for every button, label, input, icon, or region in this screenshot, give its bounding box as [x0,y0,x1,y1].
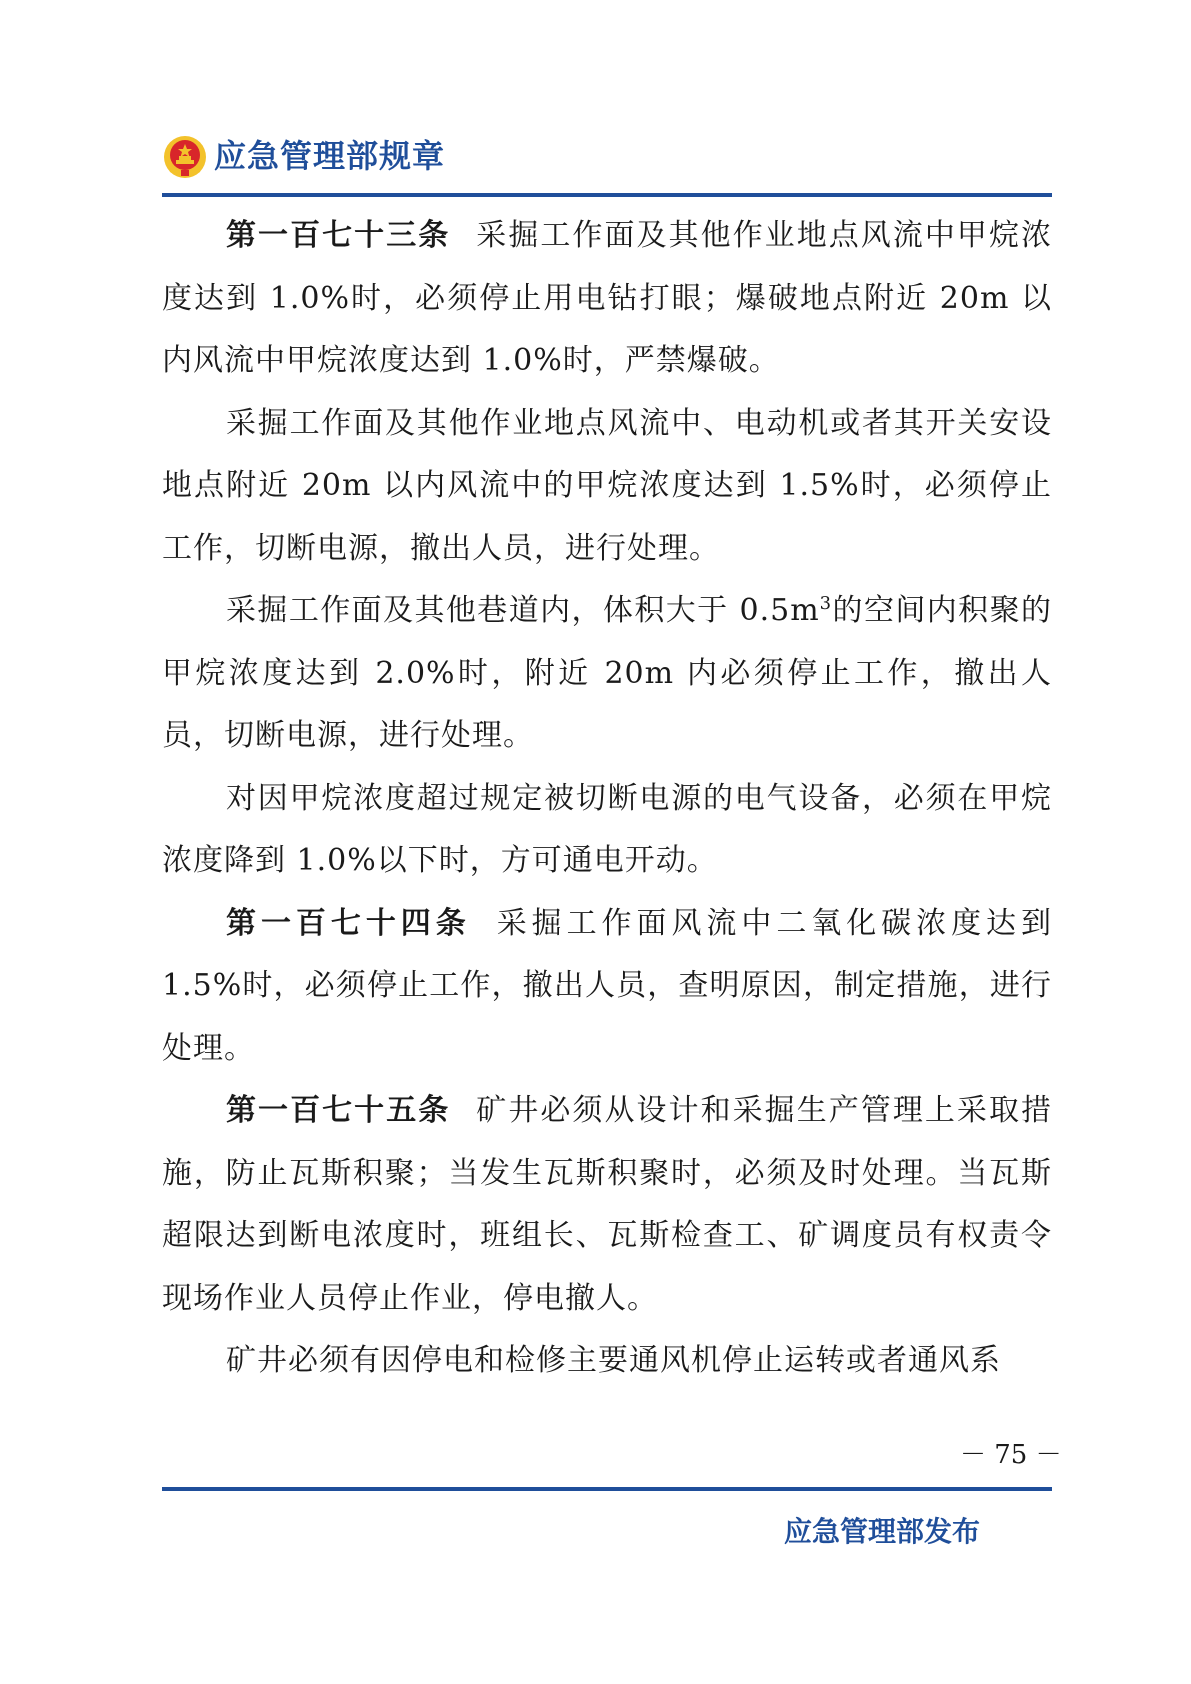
paragraph-text: 对因甲烷浓度超过规定被切断电源的电气设备，必须在甲烷浓度降到 1.0%以下时，方可通电开动。 [162,780,1052,878]
paragraph-text: 采掘工作面风流中二氧化碳浓度达到 1.5%时，必须停止工作，撤出人员，查明原因，制定措施，进行处理。 [162,905,1053,1066]
paragraph-text: 矿井必须从设计和采掘生产管理上采取措施，防止瓦斯积聚；当发生瓦斯积聚时，必须及时处理。当瓦斯超限达到断电浓度时，班组长、瓦斯检查工、矿调度员有权责令现场作业人员停止作业，停电撤人。 [162,1093,1053,1316]
paragraph-text: 矿井必须有因停电和检修主要通风机停止运转或者通风系 [226,1343,1001,1378]
article-number: 第一百七十四条 [226,905,471,941]
document-header [162,128,1052,192]
paragraph-text-part: 的空间内积聚的甲烷浓度达到 2.0%时，附近 20m 内必须停止工作，撤出人员，切断电源，进行处理。 [162,593,1052,753]
header-title: 应急管理部规章 [214,137,446,175]
page-number: － 75 － [960,1440,1062,1470]
paragraph-article-173 [162,205,1052,393]
article-number: 第一百七十五条 [226,1093,451,1128]
paragraph [162,1330,1052,1393]
paragraph [162,580,1052,768]
footer-divider [162,1487,1052,1491]
footer-publisher: 应急管理部发布 [783,1515,980,1548]
national-emblem-icon [162,134,208,180]
superscript: 3 [819,593,833,614]
article-number: 第一百七十三条 [226,218,451,253]
paragraph-text-part: 采掘工作面及其他巷道内，体积大于 0.5m [226,593,820,628]
paragraph-article-174 [162,893,1052,1081]
header-divider [162,193,1052,197]
document-body [162,205,1052,1393]
paragraph [162,393,1052,581]
paragraph-text: 采掘工作面及其他作业地点风流中甲烷浓度达到 1.0%时，必须停止用电钻打眼；爆破地点附近 20m 以内风流中甲烷浓度达到 1.0%时，严禁爆破。 [162,218,1053,378]
paragraph-text: 采掘工作面及其他作业地点风流中、电动机或者其开关安设地点附近 20m 以内风流中的甲烷浓度达到 1.5%时，必须停止工作，切断电源，撤出人员，进行处理。 [162,405,1052,566]
paragraph [162,768,1052,893]
paragraph-article-175 [162,1080,1052,1330]
